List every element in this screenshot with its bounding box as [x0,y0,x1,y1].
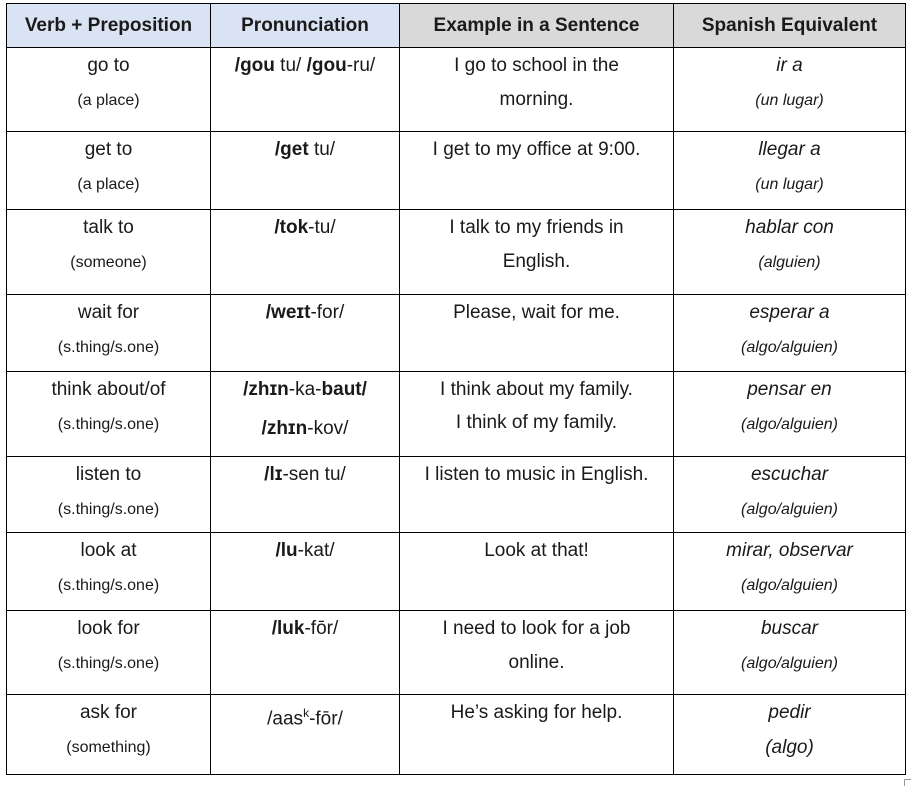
verb-cell [7,210,211,295]
verb-object: (something) [66,739,151,756]
spanish-equivalent: esperar a [749,302,830,323]
example-cell [400,533,674,611]
example-cell [400,457,674,533]
pronunciation-stressed: /tok [274,217,309,238]
verb-cell [7,457,211,533]
pronunciation-unstressed: -ka- [288,379,322,400]
pronunciation-text [215,48,395,81]
verb-cell [7,611,211,695]
table-row [7,295,906,372]
pronunciation-cell [211,695,400,775]
example-sentence: I need to look for a job [442,618,631,639]
spanish-object: (un lugar) [755,92,824,109]
spanish-cell [674,611,906,695]
verb-phrase: get to [84,139,133,160]
pronunciation-stressed: /luk [271,618,305,639]
verb-phrase: wait for [77,302,140,323]
pronunciation-unstressed: -ru/ [346,55,376,76]
pronunciation-cell [211,457,400,533]
spanish-cell [674,372,906,457]
pronunciation-cell [211,48,400,132]
header-example: Example in a Sentence [400,4,674,48]
example-sentence: I think of my family. [455,412,618,433]
example-sentence: morning. [499,89,574,110]
spanish-object: (algo/alguien) [741,655,838,672]
pronunciation-text [215,611,395,644]
example-sentence: I get to my office at 9:00. [432,139,641,160]
spanish-cell [674,533,906,611]
pronunciation-unstressed: -sen tu/ [282,464,346,485]
verb-object: (a place) [77,92,140,109]
header-verb: Verb + Preposition [7,4,211,48]
spanish-object: (algo/alguien) [741,416,838,433]
example-cell [400,210,674,295]
table-row [7,533,906,611]
pronunciation-unstressed: /aas [267,708,304,730]
table-row [7,132,906,210]
pronunciation-text [215,533,395,566]
table-row [7,210,906,295]
page-corner-mark [904,779,911,786]
example-sentence: He’s asking for help. [450,702,623,723]
pronunciation-unstressed: -kat/ [297,540,335,561]
verb-cell [7,372,211,457]
spanish-object: (algo/alguien) [741,339,838,356]
pronunciation-stressed: /gou [306,55,347,76]
pronunciation-cell [211,611,400,695]
example-cell [400,372,674,457]
spanish-object: (alguien) [758,254,821,271]
pronunciation-text [215,132,395,165]
spanish-object: (algo/alguien) [741,577,838,594]
spanish-equivalent: escuchar [750,464,829,485]
pronunciation-unstressed: -tu/ [308,217,336,238]
pronunciation-unstressed: -fōr/ [309,708,343,730]
table-row [7,695,906,775]
spanish-cell [674,210,906,295]
spanish-cell [674,48,906,132]
pronunciation-text [215,405,395,444]
pronunciation-unstressed: tu/ [274,55,307,76]
verb-object: (s.thing/s.one) [57,501,160,518]
example-cell [400,611,674,695]
verb-phrase: listen to [75,464,142,485]
pronunciation-unstressed: -kov/ [307,418,349,439]
example-sentence: Look at that! [484,540,589,561]
spanish-equivalent: hablar con [745,217,834,238]
verb-object: (s.thing/s.one) [57,655,160,672]
verb-object: (a place) [77,176,140,193]
example-sentence: online. [508,652,565,673]
pronunciation-cell [211,295,400,372]
example-sentence: I listen to music in English. [424,464,649,485]
spanish-cell [674,295,906,372]
verb-cell [7,48,211,132]
pronunciation-stressed: /gou [234,55,275,76]
verb-cell [7,132,211,210]
verb-phrase: ask for [79,702,138,723]
vocabulary-table [6,3,906,775]
verb-phrase: look at [80,540,137,561]
spanish-object: (algo) [765,737,814,758]
spanish-object: (un lugar) [755,176,824,193]
table-row [7,372,906,457]
pronunciation-text [215,457,395,490]
verb-cell [7,295,211,372]
pronunciation-cell [211,372,400,457]
spanish-equivalent: pedir [768,702,811,723]
example-cell [400,48,674,132]
table-row [7,457,906,533]
example-sentence: I talk to my friends in [449,217,624,238]
pronunciation-stressed: /zhɪn [243,379,289,400]
header-spanish: Spanish Equivalent [674,4,906,48]
header-row [7,4,906,48]
pronunciation-stressed: /lɪ [264,464,283,485]
pronunciation-unstressed: -for/ [310,302,345,323]
example-sentence: Please, wait for me. [453,302,620,323]
table-row [7,48,906,132]
table-row [7,611,906,695]
verb-phrase: think about/of [51,379,166,400]
verb-object: (someone) [70,254,147,271]
pronunciation-text [215,295,395,328]
pronunciation-superscript: k [303,706,310,720]
example-cell [400,695,674,775]
verb-object: (s.thing/s.one) [57,416,160,433]
spanish-object: (algo/alguien) [741,501,838,518]
spanish-cell [674,695,906,775]
verb-object: (s.thing/s.one) [57,577,160,594]
verb-object: (s.thing/s.one) [57,339,160,356]
pronunciation-cell [211,132,400,210]
pronunciation-stressed: /zhɪn [261,418,308,439]
verb-cell [7,533,211,611]
pronunciation-text [215,210,395,243]
pronunciation-stressed: baut/ [321,379,367,400]
example-cell [400,132,674,210]
spanish-equivalent: llegar a [758,139,821,160]
spanish-cell [674,457,906,533]
example-sentence: I go to school in the [454,55,619,76]
pronunciation-unstressed: -fōr/ [304,618,339,639]
verb-phrase: talk to [83,217,134,238]
example-sentence: English. [502,251,571,272]
pronunciation-stressed: /get [274,139,309,160]
pronunciation-cell [211,533,400,611]
pronunciation-stressed: /weɪt [265,302,311,323]
spanish-equivalent: ir a [776,55,803,76]
header-pronunciation: Pronunciation [211,4,400,48]
verb-phrase: go to [87,55,130,76]
pronunciation-unstressed: tu/ [308,139,336,160]
spanish-equivalent: pensar en [747,379,832,400]
spanish-equivalent: buscar [760,618,819,639]
pronunciation-text [215,372,395,405]
example-cell [400,295,674,372]
spanish-cell [674,132,906,210]
pronunciation-cell [211,210,400,295]
verb-phrase: look for [77,618,140,639]
pronunciation-text [215,695,395,728]
verb-cell [7,695,211,775]
spanish-equivalent: mirar, observar [726,540,853,561]
example-sentence: I think about my family. [440,379,633,400]
pronunciation-stressed: /lu [275,540,298,561]
